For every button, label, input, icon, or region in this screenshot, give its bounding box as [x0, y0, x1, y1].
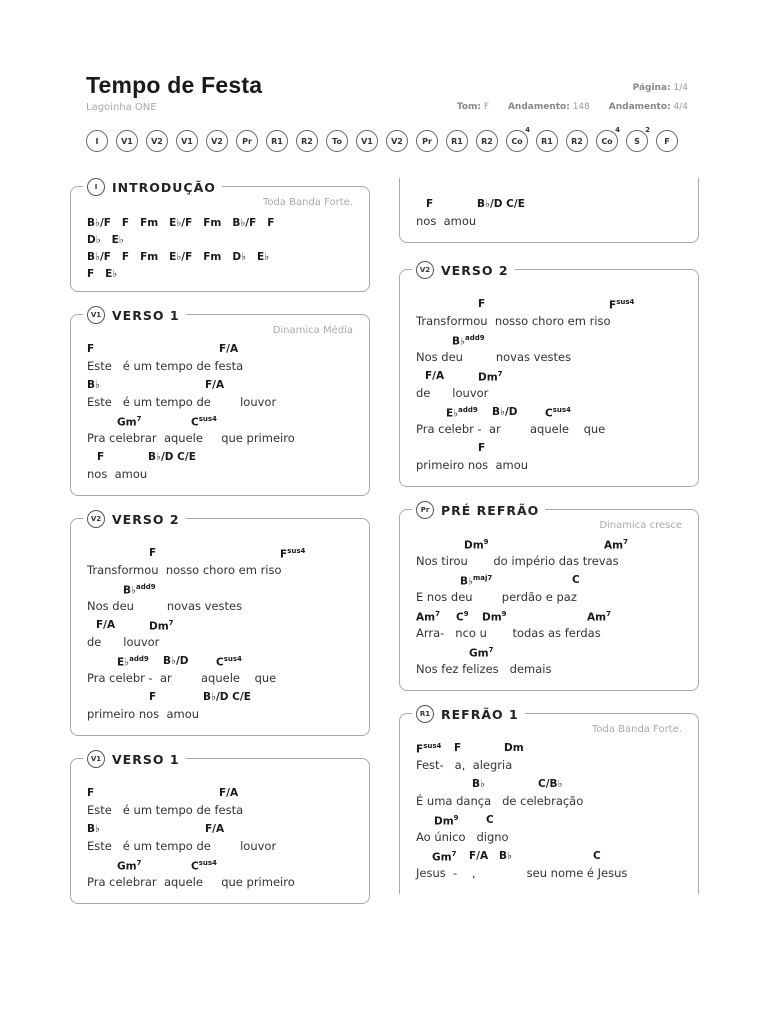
chord: E♭$^{add9}$ — [117, 655, 149, 669]
chord: $F^{sus4}$ — [280, 547, 306, 561]
lyric-line — [416, 814, 682, 845]
lyric-line — [416, 574, 682, 605]
chord: Gm$^7$ — [432, 850, 457, 864]
section-badge[interactable]: Pr — [416, 501, 434, 519]
chord: C — [486, 814, 494, 826]
roadmap-step[interactable]: To — [326, 130, 348, 152]
roadmap-step[interactable]: V1 — [176, 130, 198, 152]
section-title: INTRODUÇÃO — [112, 179, 216, 195]
lyric-line — [416, 334, 682, 365]
lyric-text: primeiro nos amou — [416, 458, 529, 472]
section-header — [83, 178, 222, 197]
section-header — [412, 500, 545, 520]
chord: Dm$^9$ — [464, 538, 489, 552]
chord-line — [416, 574, 682, 589]
chord-line — [87, 583, 353, 598]
lyric-text: Fest- a, alegria — [416, 758, 513, 772]
lyric-line — [416, 850, 682, 881]
chord-extension: sus4 — [198, 415, 217, 423]
chord-extension: 7 — [488, 646, 494, 654]
roadmap-step-repeat: 2 — [645, 126, 650, 134]
lyric-text: Este é um tempo de festa — [87, 359, 244, 373]
key-label: Tom: — [456, 102, 482, 112]
roadmap-step[interactable]: R1 — [446, 130, 468, 152]
chord-line — [87, 691, 353, 706]
chord-extension: maj7 — [472, 574, 493, 582]
time-value: 4/4 — [673, 102, 688, 112]
lyric-text: nos amou — [87, 467, 148, 481]
chord-line — [87, 343, 353, 358]
section-badge[interactable]: R1 — [416, 705, 434, 723]
chord-line — [416, 198, 682, 213]
chord: Am$^7$ — [604, 538, 628, 552]
chord-line — [87, 415, 353, 430]
chord-extension: add9 — [464, 334, 485, 342]
chord-extension: sus4 — [552, 406, 571, 414]
chord-line — [416, 406, 682, 421]
roadmap-step[interactable]: V2 — [146, 130, 168, 152]
chord-extension: sus4 — [616, 298, 635, 306]
section-title: VERSO 1 — [112, 751, 180, 767]
chord-line — [87, 823, 353, 838]
song-section — [399, 178, 699, 243]
chord-line — [87, 619, 353, 634]
chord: B♭$^{add9}$ — [123, 583, 156, 597]
chord: F — [454, 742, 462, 754]
tempo-info — [508, 102, 590, 112]
roadmap-step[interactable]: Co 4 — [596, 130, 618, 152]
chord: B♭ — [87, 823, 100, 835]
lyric-line — [87, 823, 353, 854]
chord: F/A — [205, 379, 225, 391]
lyric-text: primeiro nos amou — [87, 707, 200, 721]
chord: F — [149, 547, 157, 559]
chord: B♭/D C/E — [477, 198, 525, 210]
song-title: Tempo de Festa — [86, 72, 263, 98]
roadmap-step[interactable]: V2 — [386, 130, 408, 152]
chord-line — [416, 298, 682, 313]
chord: F/A — [219, 343, 239, 355]
song-meta — [441, 102, 688, 112]
chord: Am$^7$ — [416, 610, 440, 624]
chord-extension: add9 — [135, 583, 156, 591]
roadmap-step[interactable]: V1 — [116, 130, 138, 152]
chord-line — [87, 379, 353, 394]
lyric-line — [416, 442, 682, 473]
roadmap-step[interactable]: F — [656, 130, 678, 152]
chord: $C^{sus4}$ — [216, 655, 242, 669]
chord-row: D♭ E♭ — [87, 234, 124, 246]
roadmap-step[interactable]: S 2 — [626, 130, 648, 152]
chord-extension: 7 — [606, 610, 611, 618]
lyric-text: Arra- nco u todas as ferdas — [416, 626, 601, 640]
chord-line — [416, 442, 682, 457]
lyric-line — [87, 547, 353, 578]
chord: $C^{sus4}$ — [545, 406, 571, 420]
song-section — [70, 511, 370, 736]
chord: Gm$^7$ — [469, 646, 494, 660]
roadmap-step[interactable]: Pr — [416, 130, 438, 152]
roadmap-step[interactable]: R2 — [476, 130, 498, 152]
chord-extension: 9 — [501, 610, 507, 618]
left-column — [70, 178, 370, 914]
section-header — [83, 305, 186, 325]
section-dynamics-note — [87, 529, 353, 543]
roadmap-step[interactable]: Co 4 — [506, 130, 528, 152]
section-badge[interactable]: V2 — [416, 261, 434, 279]
lyric-line — [416, 778, 682, 809]
chord: B♭ — [472, 778, 485, 790]
chord-line — [416, 610, 682, 625]
lyric-line — [416, 646, 682, 677]
section-header — [83, 749, 186, 769]
page-value: 1/4 — [673, 83, 688, 93]
right-column — [399, 178, 699, 914]
lyric-line — [416, 370, 682, 401]
chord-extension: add9 — [129, 655, 149, 663]
chord: F/A — [469, 850, 489, 862]
roadmap-step[interactable]: I — [86, 130, 108, 152]
chord-extension: sus4 — [198, 859, 217, 867]
chord-line — [416, 742, 682, 757]
roadmap-step[interactable]: Pr — [236, 130, 258, 152]
lyric-line — [87, 619, 353, 650]
lyric-text: de louvor — [87, 635, 160, 649]
section-title: PRÉ REFRÃO — [441, 502, 540, 518]
chord: F/A — [219, 787, 239, 799]
roadmap-step[interactable]: R2 — [296, 130, 318, 152]
chord: F — [426, 198, 434, 210]
chord-extension: 9 — [463, 610, 469, 618]
lyric-line — [416, 610, 682, 641]
chord-extension: 7 — [136, 415, 142, 423]
chord-extension: add9 — [458, 406, 478, 414]
chord-extension: sus4 — [423, 742, 442, 750]
section-dynamics-note: Toda Banda Forte. — [262, 197, 353, 208]
lyric-text: Nos deu novas vestes — [416, 350, 572, 364]
time-label: Andamento: — [608, 102, 671, 112]
lyric-line — [87, 583, 353, 614]
section-badge[interactable]: V1 — [87, 750, 105, 768]
chord-row: F E♭ — [87, 268, 118, 280]
lyric-line — [87, 691, 353, 722]
chord: F/A — [205, 823, 225, 835]
chord: F — [87, 343, 95, 355]
chord: Am$^7$ — [587, 610, 611, 624]
chord-line — [416, 814, 682, 829]
song-section — [70, 179, 370, 292]
roadmap-step[interactable]: R1 — [266, 130, 288, 152]
chord: C/B♭ — [538, 778, 563, 790]
song-header — [86, 72, 688, 113]
song-artist: Lagoinha ONE — [86, 102, 157, 113]
chord: Dm$^7$ — [478, 370, 503, 384]
chord: E♭$^{add9}$ — [446, 406, 478, 420]
chord-row: B♭/F F Fm E♭/F Fm D♭ E♭ — [87, 251, 270, 263]
chord: B♭/D — [163, 655, 189, 667]
chord: Dm$^9$ — [482, 610, 507, 624]
chord: B♭$^{add9}$ — [452, 334, 485, 348]
key-value: F — [483, 102, 490, 112]
lyric-text: É uma dança de celebração — [416, 794, 584, 808]
chord: Gm$^7$ — [117, 415, 142, 429]
section-title: VERSO 1 — [112, 307, 180, 323]
section-title: VERSO 2 — [441, 262, 509, 278]
lyric-text: nos amou — [416, 214, 477, 228]
chord: C — [593, 850, 601, 862]
lyric-line — [416, 298, 682, 329]
chord-extension: sus4 — [287, 547, 306, 555]
roadmap-step[interactable]: R2 — [566, 130, 588, 152]
chord-line — [87, 859, 353, 874]
chord-extension: 7 — [451, 850, 457, 858]
chord-line — [87, 787, 353, 802]
chord: B♭ — [87, 379, 100, 391]
chord-line — [416, 334, 682, 349]
lyric-line — [416, 538, 682, 569]
chord: F/A — [425, 370, 445, 382]
lyric-line — [416, 198, 682, 229]
section-header — [412, 260, 515, 280]
section-dynamics-note: Dinamica cresce — [599, 520, 682, 531]
section-dynamics-note: Dinamica Média — [272, 325, 353, 336]
chord-row: B♭/F F Fm E♭/F Fm B♭/F F — [87, 217, 275, 229]
lyric-text: Pra celebrar aquele que primeiro — [87, 431, 295, 445]
chord-line — [416, 646, 682, 661]
chord: Dm — [504, 742, 524, 754]
roadmap-step[interactable]: V2 — [206, 130, 228, 152]
chord-extension: 9 — [453, 814, 459, 822]
lyric-text: E nos deu perdão e paz — [416, 590, 577, 604]
chord-extension: 7 — [623, 538, 628, 546]
lyric-line — [87, 787, 353, 818]
song-roadmap — [86, 126, 706, 152]
chord-extension: sus4 — [223, 655, 242, 663]
chord-line — [416, 850, 682, 865]
chord: Gm$^7$ — [117, 859, 142, 873]
chord-line — [87, 451, 353, 466]
lyric-line — [87, 451, 353, 482]
lyric-text: Este é um tempo de louvor — [87, 395, 277, 409]
lyric-text: Este é um tempo de louvor — [87, 839, 277, 853]
chord: $F^{sus4}$ — [416, 742, 442, 756]
chord: B♭$^{maj7}$ — [460, 574, 493, 588]
chord: Dm$^7$ — [149, 619, 174, 633]
chord-line — [416, 538, 682, 553]
lyric-line — [416, 406, 682, 437]
lyric-text: Pra celebr - ar aquele que — [416, 422, 606, 436]
section-title: VERSO 2 — [112, 511, 180, 527]
roadmap-step-repeat: 4 — [525, 126, 530, 134]
lyric-text: Este é um tempo de festa — [87, 803, 244, 817]
chord: Dm$^9$ — [434, 814, 459, 828]
lyric-line — [87, 655, 353, 686]
roadmap-step-repeat: 4 — [615, 126, 620, 134]
song-section — [399, 262, 699, 487]
section-title: REFRÃO 1 — [441, 706, 519, 722]
chord-line — [416, 778, 682, 793]
lyric-text: Nos fez felizes demais — [416, 662, 552, 676]
chord: $C^{sus4}$ — [191, 859, 217, 873]
song-section — [70, 751, 370, 904]
chord-line — [87, 547, 353, 562]
roadmap-step[interactable]: V1 — [356, 130, 378, 152]
chord: F — [478, 442, 486, 454]
section-dynamics-note — [87, 769, 353, 783]
section-header — [412, 704, 525, 724]
chord: $F^{sus4}$ — [609, 298, 635, 312]
section-dynamics-note — [416, 280, 682, 294]
chord: B♭/D C/E — [203, 691, 251, 703]
page-label: Página: — [632, 83, 671, 93]
lyric-line — [87, 343, 353, 374]
chord: F — [478, 298, 486, 310]
lyric-line — [87, 859, 353, 890]
bpm-value: 148 — [572, 102, 590, 112]
chord-extension: 7 — [497, 370, 503, 378]
key-info — [457, 102, 489, 112]
chord: F — [97, 451, 105, 463]
chord: F — [87, 787, 95, 799]
chord: $C^9$ — [456, 610, 469, 624]
roadmap-step[interactable]: R1 — [536, 130, 558, 152]
chord: B♭/D — [492, 406, 518, 418]
lyric-text: Jesus - , seu nome é Jesus — [416, 866, 628, 880]
section-badge[interactable]: V2 — [87, 510, 105, 528]
chord: $C^{sus4}$ — [191, 415, 217, 429]
bpm-label: Andamento: — [507, 102, 570, 112]
chord-extension: 7 — [435, 610, 440, 618]
chord: B♭/D C/E — [148, 451, 196, 463]
lyric-line — [87, 379, 353, 410]
page-indicator — [633, 83, 688, 93]
time-signature-info — [609, 102, 688, 112]
lyric-text: Pra celebr - ar aquele que — [87, 671, 277, 685]
lyric-text: Nos tirou do império das trevas — [416, 554, 619, 568]
chord-extension: 7 — [168, 619, 174, 627]
lyric-text: Pra celebrar aquele que primeiro — [87, 875, 295, 889]
song-section — [399, 706, 699, 894]
section-badge[interactable]: V1 — [87, 306, 105, 324]
lyric-text: Transformou nosso choro em riso — [416, 314, 611, 328]
lyric-text: Ao único digno — [416, 830, 509, 844]
chord-line — [87, 655, 353, 670]
lyric-line — [87, 415, 353, 446]
lyric-text: Transformou nosso choro em riso — [87, 563, 282, 577]
chord: F/A — [96, 619, 116, 631]
section-dynamics-note: Toda Banda Forte. — [591, 724, 682, 735]
song-section — [70, 307, 370, 496]
chord: F — [149, 691, 157, 703]
section-badge[interactable]: I — [87, 178, 105, 196]
chord: B♭ — [499, 850, 512, 862]
section-header — [83, 509, 186, 529]
lyric-text: Nos deu novas vestes — [87, 599, 243, 613]
chord-line — [416, 370, 682, 385]
chord-extension: 9 — [483, 538, 489, 546]
song-section — [399, 502, 699, 691]
lyric-text: de louvor — [416, 386, 489, 400]
chord-extension: 7 — [136, 859, 142, 867]
chord: C — [572, 574, 580, 586]
lyric-line — [416, 742, 682, 773]
